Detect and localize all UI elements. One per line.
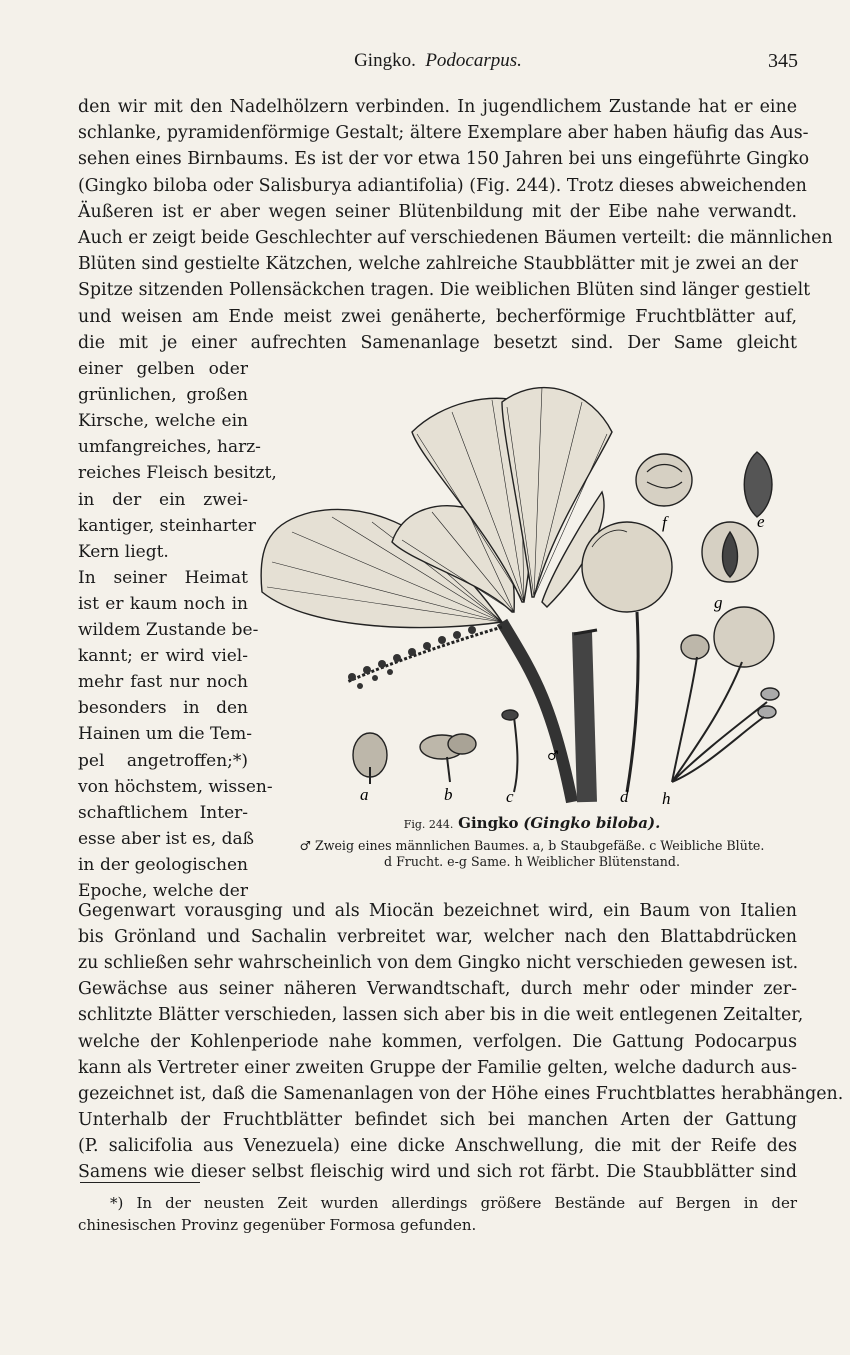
text-line: bis Grönland und Sachalin verbreitet war, welcher nach den Blattabdrücken [78,927,797,948]
text-line: die mit je einer aufrechten Samenanlage besetzt sind. Der Same gleicht [78,332,797,353]
text-line: mehr fast nur noch [78,672,248,693]
running-title [78,50,798,72]
fig-label-d: d [620,787,629,806]
text-line: reiches Fleisch besitzt, [78,463,277,484]
fig-label-e: e [757,512,765,531]
figure-number: Fig. 244. [403,818,454,831]
male-symbol: ♂ [299,838,311,853]
female-inflorescence-h [672,607,779,782]
text-line: kannt; er wird viel- [78,646,248,667]
text-line: chinesischen Provinz gegenüber Formosa gefunden. [78,1216,477,1234]
running-title-genus: Gingko. [354,50,416,71]
text-line: umfangreiches, harz- [78,437,261,458]
figure-caption-title [262,814,802,832]
text-line: den wir mit den Nadelhölzern verbinden. In jugendlichem Zustande hat er eine [78,97,797,117]
text-line: Hainen um die Tem- [78,724,252,745]
text-line: kann als Vertreter einer zweiten Gruppe der Familie gelten, welche dadurch aus- [78,1057,797,1078]
female-flower-c [514,717,517,792]
text-line: Kirsche, welche ein [78,411,248,432]
figure-caption-line-2: d Frucht. e-g Same. h Weiblicher Blütenstand. [384,854,680,869]
text-line: wildem Zustande be- [78,620,259,640]
text-line: Gewächse aus seiner näheren Verwandtschaft, durch mehr oder minder zer- [78,979,797,1000]
text-line: und weisen am Ende meist zwei genäherte, becherförmige Fruchtblätter auf, [78,306,797,327]
figure-name: Gingko [458,814,519,832]
text-line: ist er kaum noch in [78,593,248,614]
figure-species: (Gingko biloba). [523,814,661,832]
text-line: Unterhalb der Fruchtblätter befindet sich bei manchen Arten der Gattung [78,1109,797,1130]
text-line: besonders in den [78,698,248,719]
fig-label-g: g [714,593,723,612]
fig-label-h: h [662,789,671,808]
fig-label-b: b [444,785,453,804]
text-line: schlitzte Blätter verschieden, lassen sich aber bis in die weit entlegenen Zeitalter, [78,1005,804,1026]
figure-caption-line-1 [262,838,802,853]
seed-f [636,454,692,506]
male-catkin [347,627,502,682]
text-line: zu schließen sehr wahrscheinlich von dem Gingko nicht verschieden gewesen ist. [78,953,799,974]
text-line: Blüten sind gestielte Kätzchen, welche zahlreiche Staubblätter mit je zwei an der [78,254,798,275]
text-line: *) In der neusten Zeit wurden allerdings größere Bestände auf Bergen in der [110,1194,797,1212]
text-line: In seiner Heimat [78,567,248,588]
text-line: einer gelben oder [78,359,248,379]
text-line: (P. salicifolia aus Venezuela) eine dicke Anschwellung, die mit der Reife des [78,1135,797,1156]
text-line: in der geologischen [78,854,248,875]
running-title-species: Podocarpus. [425,50,522,71]
stamen-a [353,733,387,784]
running-header [78,50,798,80]
fig-label-c: c [506,787,514,806]
text-line: sehen eines Birnbaums. Es ist der vor etwa 150 Jahren bei uns eingeführte Gingko [78,149,810,170]
text-line: schlanke, pyramidenförmige Gestalt; ältere Exemplare aber haben häufig das Aus- [78,123,809,144]
fig-label-f: f [662,513,667,532]
seed-e [744,452,772,517]
stamen-b [420,734,476,782]
text-line: pel angetroffen;*) [78,750,248,771]
caption-line-1-text: Zweig eines männlichen Baumes. a, b Staubgefäße. c Weibliche Blüte. [314,838,765,853]
text-line: Spitze sitzenden Pollensäckchen tragen. Die weiblichen Blüten sind länger gestielt [78,280,811,301]
text-line: Samens wie dieser selbst fleischig wird und sich rot färbt. Die Staubblätter sind [78,1162,797,1182]
fig-label-a: a [360,785,369,804]
fig-male-symbol: ♂ [547,749,559,764]
text-line: welche der Kohlenperiode nahe kommen, verfolgen. Die Gattung Podocarpus [78,1031,797,1052]
text-line: esse aber ist es, daß [78,828,254,849]
gingko-illustration [252,372,800,806]
text-line: Äußeren ist er aber wegen seiner Blütenbildung mit der Eibe nahe verwandt. [78,201,797,222]
text-line: Epoche, welche der [78,881,248,901]
text-line: Gegenwart vorausging und als Miocän bezeichnet wird, ein Baum von Italien [78,901,797,921]
fruit-d [582,522,672,612]
text-line: (Gingko biloba oder Salisburya adiantifolia) (Fig. 244). Trotz dieses abweichenden [78,175,807,196]
text-line: gezeichnet ist, daß die Samenanlagen von der Höhe eines Fruchtblattes herabhängen. [78,1083,844,1104]
text-line: von höchstem, wissen- [78,776,273,797]
text-line: in der ein zwei- [78,489,248,510]
footnote-rule [80,1182,200,1183]
text-line: Auch er zeigt beide Geschlechter auf verschiedenen Bäumen verteilt: die männlichen [78,228,833,248]
text-line: kantiger, steinharter [78,515,256,536]
text-line: grünlichen, großen [78,385,248,406]
text-line: schaftlichem Inter- [78,802,248,823]
page-number: 345 [768,50,798,72]
text-line: Kern liegt. [78,541,169,562]
